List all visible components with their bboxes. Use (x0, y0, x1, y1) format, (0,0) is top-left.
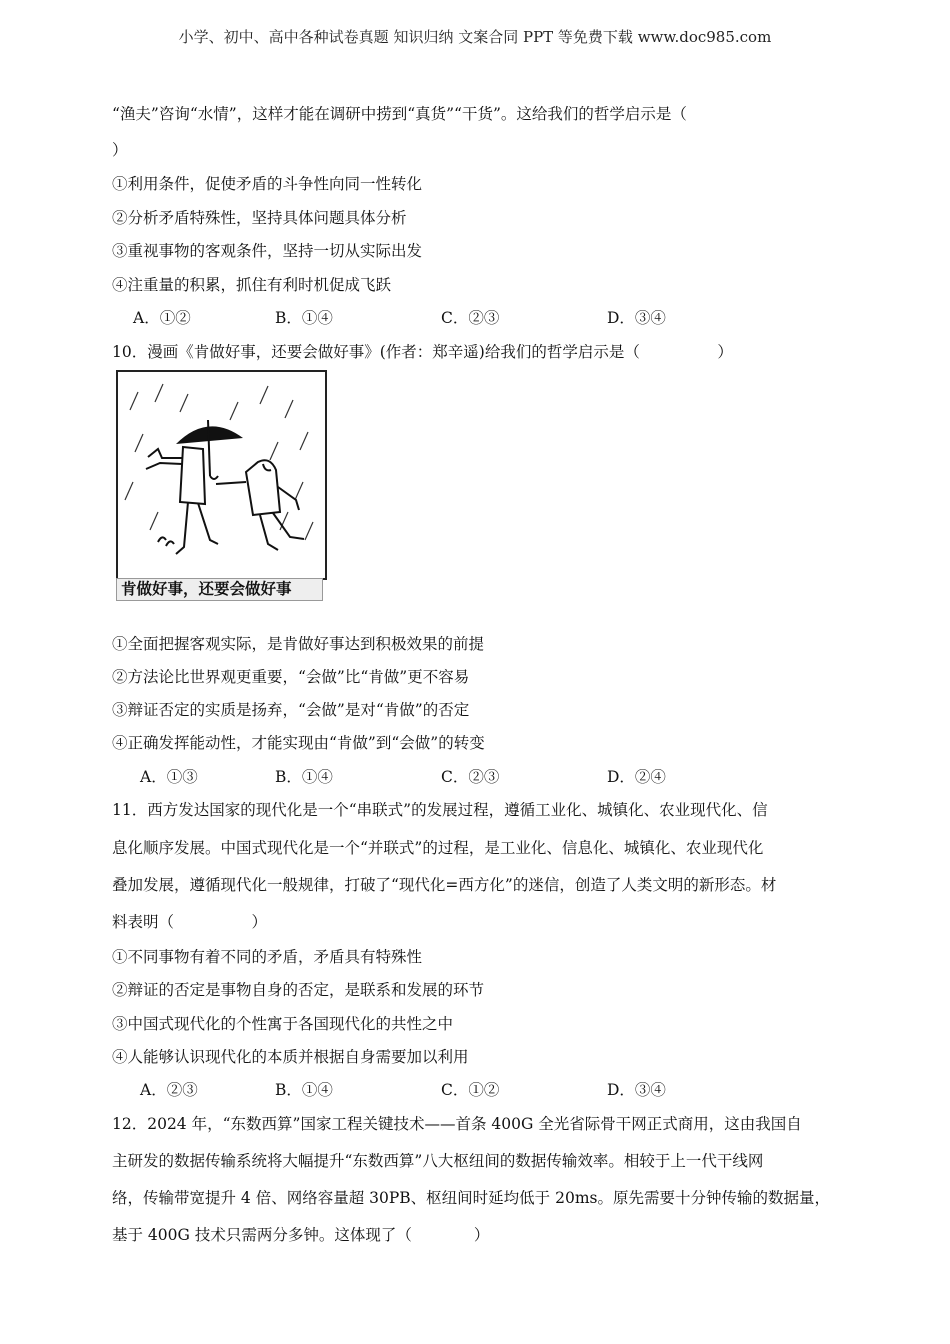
q11-item-4: ④人能够认识现代化的本质并根据自身需要加以利用 (112, 1048, 469, 1066)
q11-item-2: ②辩证的否定是事物自身的否定，是联系和发展的环节 (112, 981, 485, 999)
q10-item-3: ③辩证否定的实质是扬弃，“会做”是对“肯做”的否定 (112, 701, 470, 719)
q11-option-d: D．③④ (607, 1081, 666, 1099)
q11-option-b: B．①④ (275, 1081, 333, 1099)
q12-stem-line3: 络，传输带宽提升 4 倍、网络容量超 30PB、枢纽间时延均低于 20ms。原先需要十分钟传输的数据量， (112, 1189, 830, 1207)
q9-option-d: D．③④ (607, 309, 666, 327)
q10-stem: 10．漫画《肯做好事，还要会做好事》(作者：郑辛遥)给我们的哲学启示是（ ） (112, 343, 733, 361)
q11-stem-line2: 息化顺序发展。中国式现代化是一个“并联式”的过程，是工业化、信息化、城镇化、农业现代化 (112, 839, 764, 857)
comic-caption: 肯做好事，还要会做好事 (116, 578, 323, 601)
q10-item-4: ④正确发挥能动性，才能实现由“肯做”到“会做”的转变 (112, 734, 485, 752)
q10-option-a: A．①③ (140, 768, 198, 786)
q12-stem-line4: 基于 400G 技术只需两分多钟。这体现了（ ） (112, 1226, 490, 1244)
q11-stem-line3: 叠加发展，遵循现代化一般规律，打破了“现代化=西方化”的迷信，创造了人类文明的新形态。材 (112, 876, 777, 894)
q10-option-b: B．①④ (275, 768, 333, 786)
q11-item-1: ①不同事物有着不同的矛盾，矛盾具有特殊性 (112, 948, 423, 966)
q12-stem-line2: 主研发的数据传输系统将大幅提升“东数西算”八大枢纽间的数据传输效率。相较于上一代干线网 (112, 1152, 764, 1170)
q9-item-2: ②分析矛盾特殊性，坚持具体问题具体分析 (112, 209, 407, 227)
q10-option-d: D．②④ (607, 768, 666, 786)
q10-item-2: ②方法论比世界观更重要，“会做”比“肯做”更不容易 (112, 668, 470, 686)
q9-option-b: B．①④ (275, 309, 333, 327)
q11-stem-line4: 料表明（ ） (112, 913, 268, 931)
q12-stem-line1: 12．2024 年，“东数西算”国家工程关键技术——首条 400G 全光省际骨干网正式商用，这由我国自 (112, 1115, 802, 1133)
page-header: 小学、初中、高中各种试卷真题 知识归纳 文案合同 PPT 等免费下载 www.doc985.com (178, 28, 772, 46)
q9-option-c: C．②③ (441, 309, 500, 327)
q9-item-4: ④注重量的积累，抓住有利时机促成飞跃 (112, 276, 392, 294)
q10-option-c: C．②③ (441, 768, 500, 786)
q9-option-a: A．①② (133, 309, 191, 327)
q10-item-1: ①全面把握客观实际，是肯做好事达到积极效果的前提 (112, 635, 485, 653)
q9-stem-line2: ） (112, 141, 128, 159)
q9-item-3: ③重视事物的客观条件，坚持一切从实际出发 (112, 242, 423, 260)
comic-illustration (118, 372, 325, 578)
q11-option-c: C．①② (441, 1081, 500, 1099)
q11-stem-line1: 11．西方发达国家的现代化是一个“串联式”的发展过程，遵循工业化、城镇化、农业现代化、信 (112, 801, 768, 819)
q11-option-a: A．②③ (140, 1081, 198, 1099)
comic-image (116, 370, 327, 580)
q11-item-3: ③中国式现代化的个性寓于各国现代化的共性之中 (112, 1015, 454, 1033)
q9-item-1: ①利用条件，促使矛盾的斗争性向同一性转化 (112, 175, 423, 193)
q9-stem-line1: “渔夫”咨询“水情”，这样才能在调研中捞到“真货”“干货”。这给我们的哲学启示是（ (112, 105, 687, 123)
